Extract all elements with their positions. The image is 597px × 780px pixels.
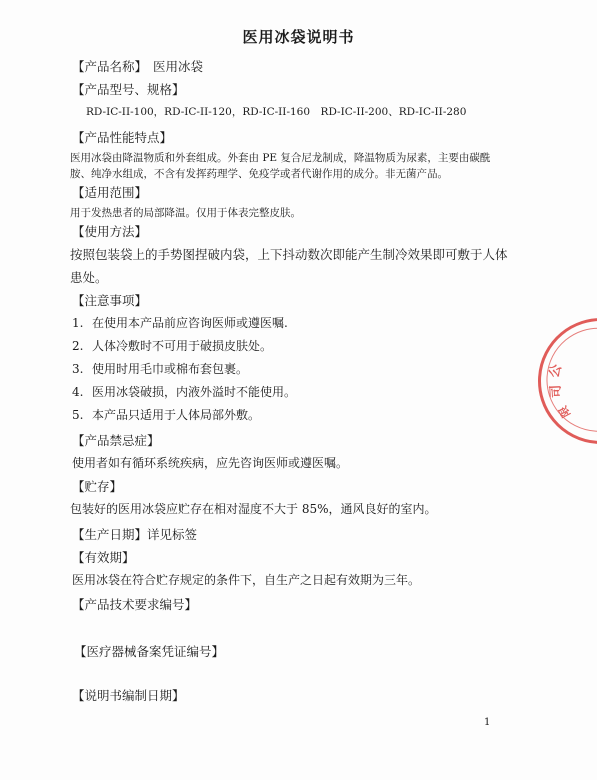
- model-label: 【产品型号、规格】: [72, 82, 185, 97]
- performance-line-1: 医用冰袋由降温物质和外套组成。外套由 PE 复合尼龙制成，降温物质为尿素，主要由碳酰: [70, 152, 491, 164]
- performance-line-2: 胺、纯净水组成，不含有发挥药理学、免疫学或者代谢作用的成分。非无菌产品。: [70, 168, 448, 180]
- precaution-number: 3.: [72, 362, 84, 376]
- production-date-label: 【生产日期】: [72, 527, 148, 542]
- precaution-text: 本产品只适用于人体局部外敷。: [92, 408, 261, 422]
- model-value: RD-IC-II-100，RD-IC-II-120，RD-IC-II-160 RD-IC-II-200、RD-IC-II-280: [86, 106, 467, 118]
- storage-label: 【贮存】: [72, 479, 123, 494]
- scope-line-1: 用于发热患者的局部降温。仅用于体表完整皮肤。: [70, 207, 301, 219]
- precaution-item: [72, 337, 272, 354]
- precaution-text: 使用时用毛巾或棉布套包裹。: [92, 362, 249, 376]
- precaution-number: 2.: [72, 339, 84, 353]
- validity-line-1: 医用冰袋在符合贮存规定的条件下，自生产之日起有效期为三年。: [72, 573, 421, 587]
- product-name-row: [72, 57, 203, 75]
- company-seal-inner-ring: [533, 314, 597, 445]
- precaution-item: [72, 360, 248, 377]
- scope-label: 【适用范围】: [72, 185, 148, 200]
- storage-line-1: 包装好的医用冰袋应贮存在相对湿度不大于 85%，通风良好的室内。: [70, 502, 437, 516]
- precaution-number: 4.: [72, 385, 84, 399]
- compile-date-label: 【说明书编制日期】: [72, 688, 185, 703]
- production-date-row: [72, 525, 197, 543]
- tech-req-label: 【产品技术要求编号】: [72, 597, 198, 612]
- precaution-item: [72, 314, 288, 331]
- usage-line-2: 患处。: [70, 270, 108, 285]
- company-seal-stamp: [522, 302, 597, 461]
- precaution-item: [72, 406, 260, 423]
- contraindications-line-1: 使用者如有循环系统疾病，应先咨询医师或遵医嘱。: [72, 456, 349, 470]
- precaution-item: [72, 383, 296, 400]
- company-seal-text: 公: [546, 362, 565, 380]
- company-seal-text: 限: [556, 403, 574, 420]
- filing-label: 【医疗器械备案凭证编号】: [74, 644, 225, 659]
- precaution-number: 5.: [72, 408, 84, 422]
- usage-label: 【使用方法】: [72, 224, 148, 239]
- precaution-text: 医用冰袋破损，内液外溢时不能使用。: [92, 385, 297, 399]
- precaution-text: 人体冷敷时不可用于破损皮肤处。: [92, 339, 273, 353]
- precautions-label: 【注意事项】: [72, 293, 148, 308]
- product-name-label: 【产品名称】: [72, 59, 148, 74]
- validity-label: 【有效期】: [72, 550, 135, 565]
- performance-label: 【产品性能特点】: [72, 130, 173, 145]
- usage-line-1: 按照包装袋上的手势图捏破内袋，上下抖动数次即能产生制冷效果即可敷于人体: [70, 247, 508, 262]
- product-name-value: 医用冰袋: [153, 59, 204, 74]
- precaution-number: 1.: [72, 316, 84, 330]
- contraindications-label: 【产品禁忌症】: [72, 433, 160, 448]
- page-number: 1: [484, 717, 491, 728]
- precaution-text: 在使用本产品前应咨询医师或遵医嘱.: [92, 316, 288, 330]
- company-seal-text: 司: [548, 384, 565, 399]
- page-title: 医用冰袋说明书: [242, 28, 355, 46]
- production-date-value: 详见标签: [147, 527, 198, 542]
